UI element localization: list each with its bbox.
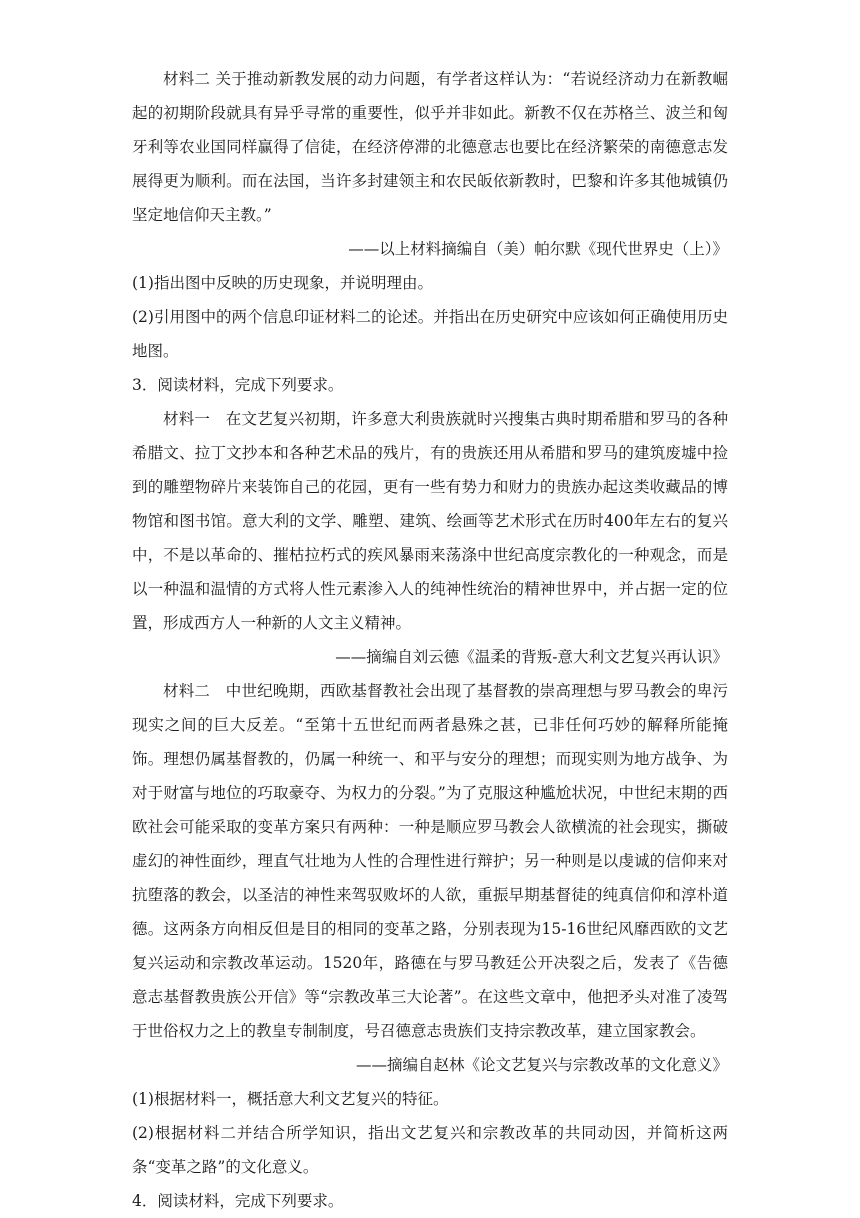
question-3-part-2: (2)根据材料二并结合所学知识，指出文艺复兴和宗教改革的共同动因，并简析这两条“变革之路”的文化意义。 <box>132 1124 728 1176</box>
material-two-palmer-paragraph: 材料二 关于推动新教发展的动力问题，有学者这样认为：“若说经济动力在新教崛起的初期阶段就具有异乎寻常的重要性，似乎并非如此。新教不仅在苏格兰、波兰和匈牙利等农业国同样赢得了信徒，在经济停滞的北德意志也要比在经济繁荣的南德意志发展得更为顺利。而在法国，当许多封建领主和农民皈依新教时，巴黎和许多其他城镇仍坚定地信仰天主教。” <box>132 70 728 224</box>
question-2-part-2: (2)引用图中的两个信息印证材料二的论述。并指出在历史研究中应该如何正确使用历史地图。 <box>132 308 728 360</box>
question-3-heading: 3．阅读材料，完成下列要求。 <box>132 376 344 394</box>
source-citation-zhao-lin: ——摘编自赵林《论文艺复兴与宗教改革的文化意义》 <box>355 1056 728 1074</box>
question-3-part-1: (1)根据材料一，概括意大利文艺复兴的特征。 <box>132 1090 449 1108</box>
material-one-renaissance-paragraph: 材料一 在文艺复兴初期，许多意大利贵族就时兴搜集古典时期希腊和罗马的各种希腊文、拉丁文抄本和各种艺术品的残片，有的贵族还用从希腊和罗马的建筑废墟中捡到的雕塑物碎片来装饰自己的花园，更有一些有势力和财力的贵族办起这类收藏品的博物馆和图书馆。意大利的文学、雕塑、建筑、绘画等艺术形式在历时400年左右的复兴中，不是以革命的、摧枯拉朽式的疾风暴雨来荡涤中世纪高度宗教化的一种观念，而是以一种温和温情的方式将人性元素渗入人的纯神性统治的精神世界中，并占据一定的位置，形成西方人一种新的人文主义精神。 <box>132 410 728 632</box>
question-4-heading: 4．阅读材料，完成下列要求。 <box>132 1192 344 1210</box>
source-citation-palmer: ——以上材料摘编自（美）帕尔默《现代世界史（上）》 <box>348 240 728 258</box>
source-citation-liu-yunde: ——摘编自刘云德《温柔的背叛-意大利文艺复兴再认识》 <box>335 648 728 666</box>
material-two-reformation-paragraph: 材料二 中世纪晚期，西欧基督教社会出现了基督教的崇高理想与罗马教会的卑污现实之间的巨大反差。“至第十五世纪而两者悬殊之甚，已非任何巧妙的解释所能掩饰。理想仍属基督教的，仍属一种统一、和平与安分的理想；而现实则为地方战争、为对于财富与地位的巧取豪夺、为权力的分裂。”为了克服这种尴尬状况，中世纪末期的西欧社会可能采取的变革方案只有两种：一种是顺应罗马教会人欲横流的社会现实，撕破虚幻的神性面纱，理直气壮地为人性的合理性进行辩护；另一种则是以虔诚的信仰来对抗堕落的教会，以圣洁的神性来驾驭败坏的人欲，重振早期基督徒的纯真信仰和淳朴道德。这两条方向相反但是目的相同的变革之路，分别表现为15-16世纪风靡西欧的文艺复兴运动和宗教改革运动。1520年，路德在与罗马教廷公开决裂之后，发表了《告德意志基督教贵族公开信》等“宗教改革三大论著”。在这些文章中，他把矛头对准了凌驾于世俗权力之上的教皇专制制度，号召德意志贵族们支持宗教改革，建立国家教会。 <box>132 682 728 1040</box>
question-2-part-1: (1)指出图中反映的历史现象，并说明理由。 <box>132 274 433 292</box>
